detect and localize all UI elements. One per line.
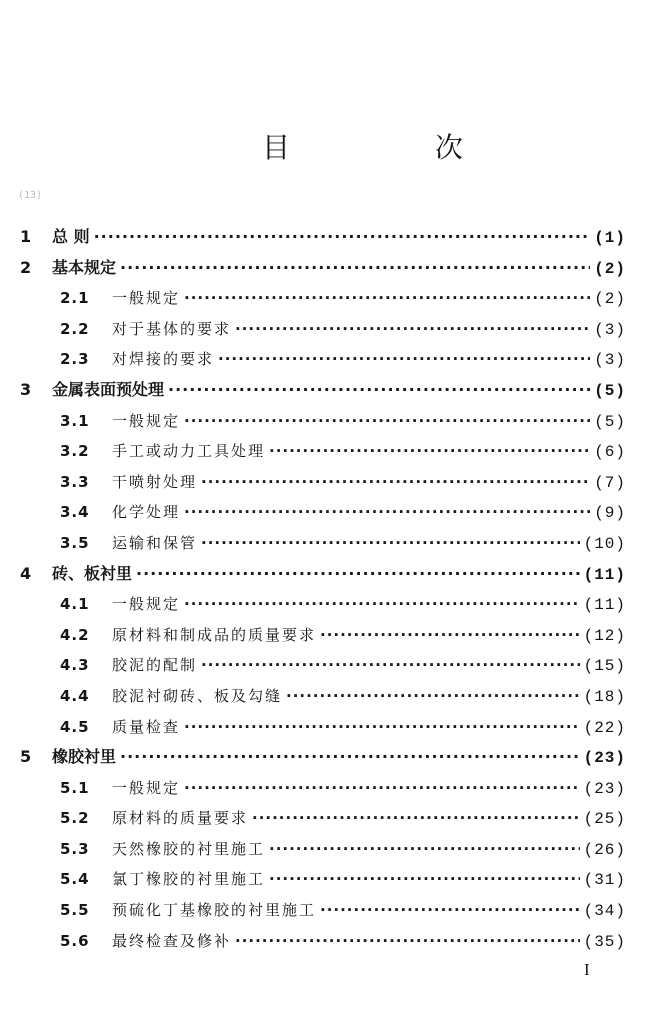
toc-entry-page: (3) — [594, 320, 626, 339]
toc-entry-page: (26) — [583, 840, 626, 859]
toc-section-entry[interactable] — [20, 589, 626, 620]
toc-entry-page: (2) — [594, 290, 626, 309]
toc-entry-label: 一般规定 — [112, 289, 181, 308]
dot-leader — [269, 864, 580, 894]
toc-entry-label: 基本规定 — [52, 257, 117, 277]
toc-entry-page: (25) — [583, 810, 626, 829]
toc-chapter-entry[interactable] — [20, 742, 626, 773]
toc-entry-number: 3.1 — [60, 411, 90, 430]
dot-leader — [218, 344, 590, 374]
page-folio: I — [584, 960, 590, 979]
toc-entry-label: 原材料的质量要求 — [112, 809, 249, 828]
table-of-contents — [20, 222, 626, 956]
toc-entry-page: (22) — [583, 718, 626, 737]
toc-entry-label: 橡胶衬里 — [52, 747, 117, 767]
toc-entry-label: 预硫化丁基橡胶的衬里施工 — [112, 901, 317, 920]
toc-entry-label: 胶泥的配制 — [112, 656, 198, 675]
page-title: 目 次 — [262, 131, 531, 164]
toc-entry-label: 质量检查 — [112, 717, 181, 736]
dot-leader — [252, 803, 580, 833]
toc-entry-label: 金属表面预处理 — [52, 379, 165, 399]
toc-entry-number: 5.4 — [60, 870, 90, 889]
dot-leader — [235, 314, 590, 344]
toc-entry-label: 砖、板衬里 — [52, 563, 133, 583]
toc-chapter-entry[interactable] — [20, 559, 626, 590]
toc-entry-page: (18) — [583, 687, 626, 706]
toc-entry-page: (34) — [583, 902, 626, 921]
toc-section-entry[interactable] — [20, 712, 626, 743]
toc-entry-page: (6) — [594, 443, 626, 462]
toc-entry-page: (1) — [594, 229, 626, 247]
toc-entry-label: 最终检查及修补 — [112, 931, 232, 950]
dot-leader — [320, 895, 580, 925]
toc-entry-number: 4.2 — [60, 625, 90, 644]
toc-entry-page: (10) — [583, 534, 626, 553]
toc-entry-label: 胶泥衬砌砖、板及勾缝 — [112, 686, 283, 705]
toc-entry-page: (15) — [583, 657, 626, 676]
toc-entry-number: 5.6 — [60, 931, 90, 950]
dot-leader — [201, 650, 580, 680]
dot-leader — [184, 589, 580, 619]
dot-leader — [136, 559, 580, 589]
dot-leader — [184, 773, 580, 803]
toc-entry-label: 氯丁橡胶的衬里施工 — [112, 870, 266, 889]
toc-section-entry[interactable] — [20, 864, 626, 895]
toc-entry-number: 3.5 — [60, 533, 90, 552]
dot-leader — [201, 467, 590, 497]
toc-entry-number: 5.2 — [60, 809, 90, 828]
toc-entry-number: 5.3 — [60, 839, 90, 858]
toc-entry-label: 干喷射处理 — [112, 472, 198, 491]
toc-section-entry[interactable] — [20, 436, 626, 467]
toc-entry-page: (35) — [583, 932, 626, 951]
toc-entry-number: 5.5 — [60, 901, 90, 920]
dot-leader — [168, 375, 590, 405]
toc-section-entry[interactable] — [20, 803, 626, 834]
toc-entry-page: (2) — [594, 259, 626, 278]
toc-entry-page: (11) — [583, 565, 626, 584]
toc-entry-label: 天然橡胶的衬里施工 — [112, 839, 266, 858]
dot-leader — [184, 497, 590, 527]
toc-section-entry[interactable] — [20, 834, 626, 865]
toc-entry-label: 一般规定 — [112, 778, 181, 797]
toc-entry-label: 一般规定 — [112, 595, 181, 614]
toc-chapter-entry[interactable] — [20, 253, 626, 284]
toc-section-entry[interactable] — [20, 314, 626, 345]
toc-section-entry[interactable] — [20, 620, 626, 651]
toc-entry-label: 运输和保管 — [112, 533, 198, 552]
toc-entry-page: (11) — [583, 596, 626, 615]
toc-entry-page: (5) — [594, 381, 626, 400]
toc-entry-page: (31) — [583, 871, 626, 890]
toc-entry-number: 1 — [20, 227, 33, 246]
toc-section-entry[interactable] — [20, 681, 626, 712]
toc-section-entry[interactable] — [20, 773, 626, 804]
dot-leader — [184, 283, 590, 313]
toc-section-entry[interactable] — [20, 528, 626, 559]
toc-entry-number: 4.5 — [60, 717, 90, 736]
toc-entry-number: 3.3 — [60, 472, 90, 491]
dot-leader — [184, 712, 580, 742]
toc-entry-label: 原材料和制成品的质量要求 — [112, 625, 317, 644]
toc-entry-number: 3.2 — [60, 442, 90, 461]
toc-entry-page: (9) — [594, 504, 626, 523]
toc-section-entry[interactable] — [20, 895, 626, 926]
toc-entry-page: (5) — [594, 412, 626, 431]
toc-section-entry[interactable] — [20, 650, 626, 681]
dot-leader — [286, 681, 580, 711]
dot-leader — [184, 406, 590, 436]
dot-leader — [269, 834, 580, 864]
toc-entry-number: 2.1 — [60, 289, 90, 308]
toc-entry-page: (3) — [594, 351, 626, 370]
toc-entry-number: 4.1 — [60, 595, 90, 614]
toc-section-entry[interactable] — [20, 497, 626, 528]
toc-entry-page: (23) — [583, 779, 626, 798]
dot-leader — [269, 436, 590, 466]
dot-leader — [201, 528, 580, 558]
toc-entry-number: 2.2 — [60, 319, 90, 338]
toc-entry-number: 4 — [20, 563, 33, 583]
toc-entry-page: (7) — [594, 473, 626, 492]
toc-chapter-entry[interactable] — [20, 222, 626, 253]
toc-entry-number: 2 — [20, 257, 33, 277]
toc-entry-label: 化学处理 — [112, 503, 181, 522]
toc-section-entry[interactable] — [20, 406, 626, 437]
toc-chapter-entry[interactable] — [20, 375, 626, 406]
toc-entry-number: 5.1 — [60, 778, 90, 797]
dot-leader — [94, 222, 591, 252]
toc-entry-label: 总 则 — [52, 227, 90, 246]
toc-section-entry[interactable] — [20, 344, 626, 375]
toc-entry-label: 对于基体的要求 — [112, 319, 232, 338]
toc-entry-number: 3 — [20, 379, 33, 399]
toc-entry-label: 对焊接的要求 — [112, 350, 215, 369]
dot-leader — [320, 620, 580, 650]
toc-entry-number: 4.4 — [60, 686, 90, 705]
bleed-through-text: (13) — [18, 190, 43, 201]
toc-entry-number: 3.4 — [60, 503, 90, 522]
dot-leader — [120, 253, 590, 283]
toc-section-entry[interactable] — [20, 926, 626, 957]
toc-entry-page: (23) — [583, 749, 626, 768]
toc-entry-number: 2.3 — [60, 350, 90, 369]
toc-entry-number: 4.3 — [60, 656, 90, 675]
dot-leader — [120, 742, 580, 772]
toc-entry-label: 手工或动力工具处理 — [112, 442, 266, 461]
dot-leader — [235, 926, 580, 956]
toc-entry-number: 5 — [20, 747, 33, 767]
toc-entry-page: (12) — [583, 626, 626, 645]
toc-section-entry[interactable] — [20, 283, 626, 314]
toc-section-entry[interactable] — [20, 467, 626, 498]
toc-entry-label: 一般规定 — [112, 411, 181, 430]
